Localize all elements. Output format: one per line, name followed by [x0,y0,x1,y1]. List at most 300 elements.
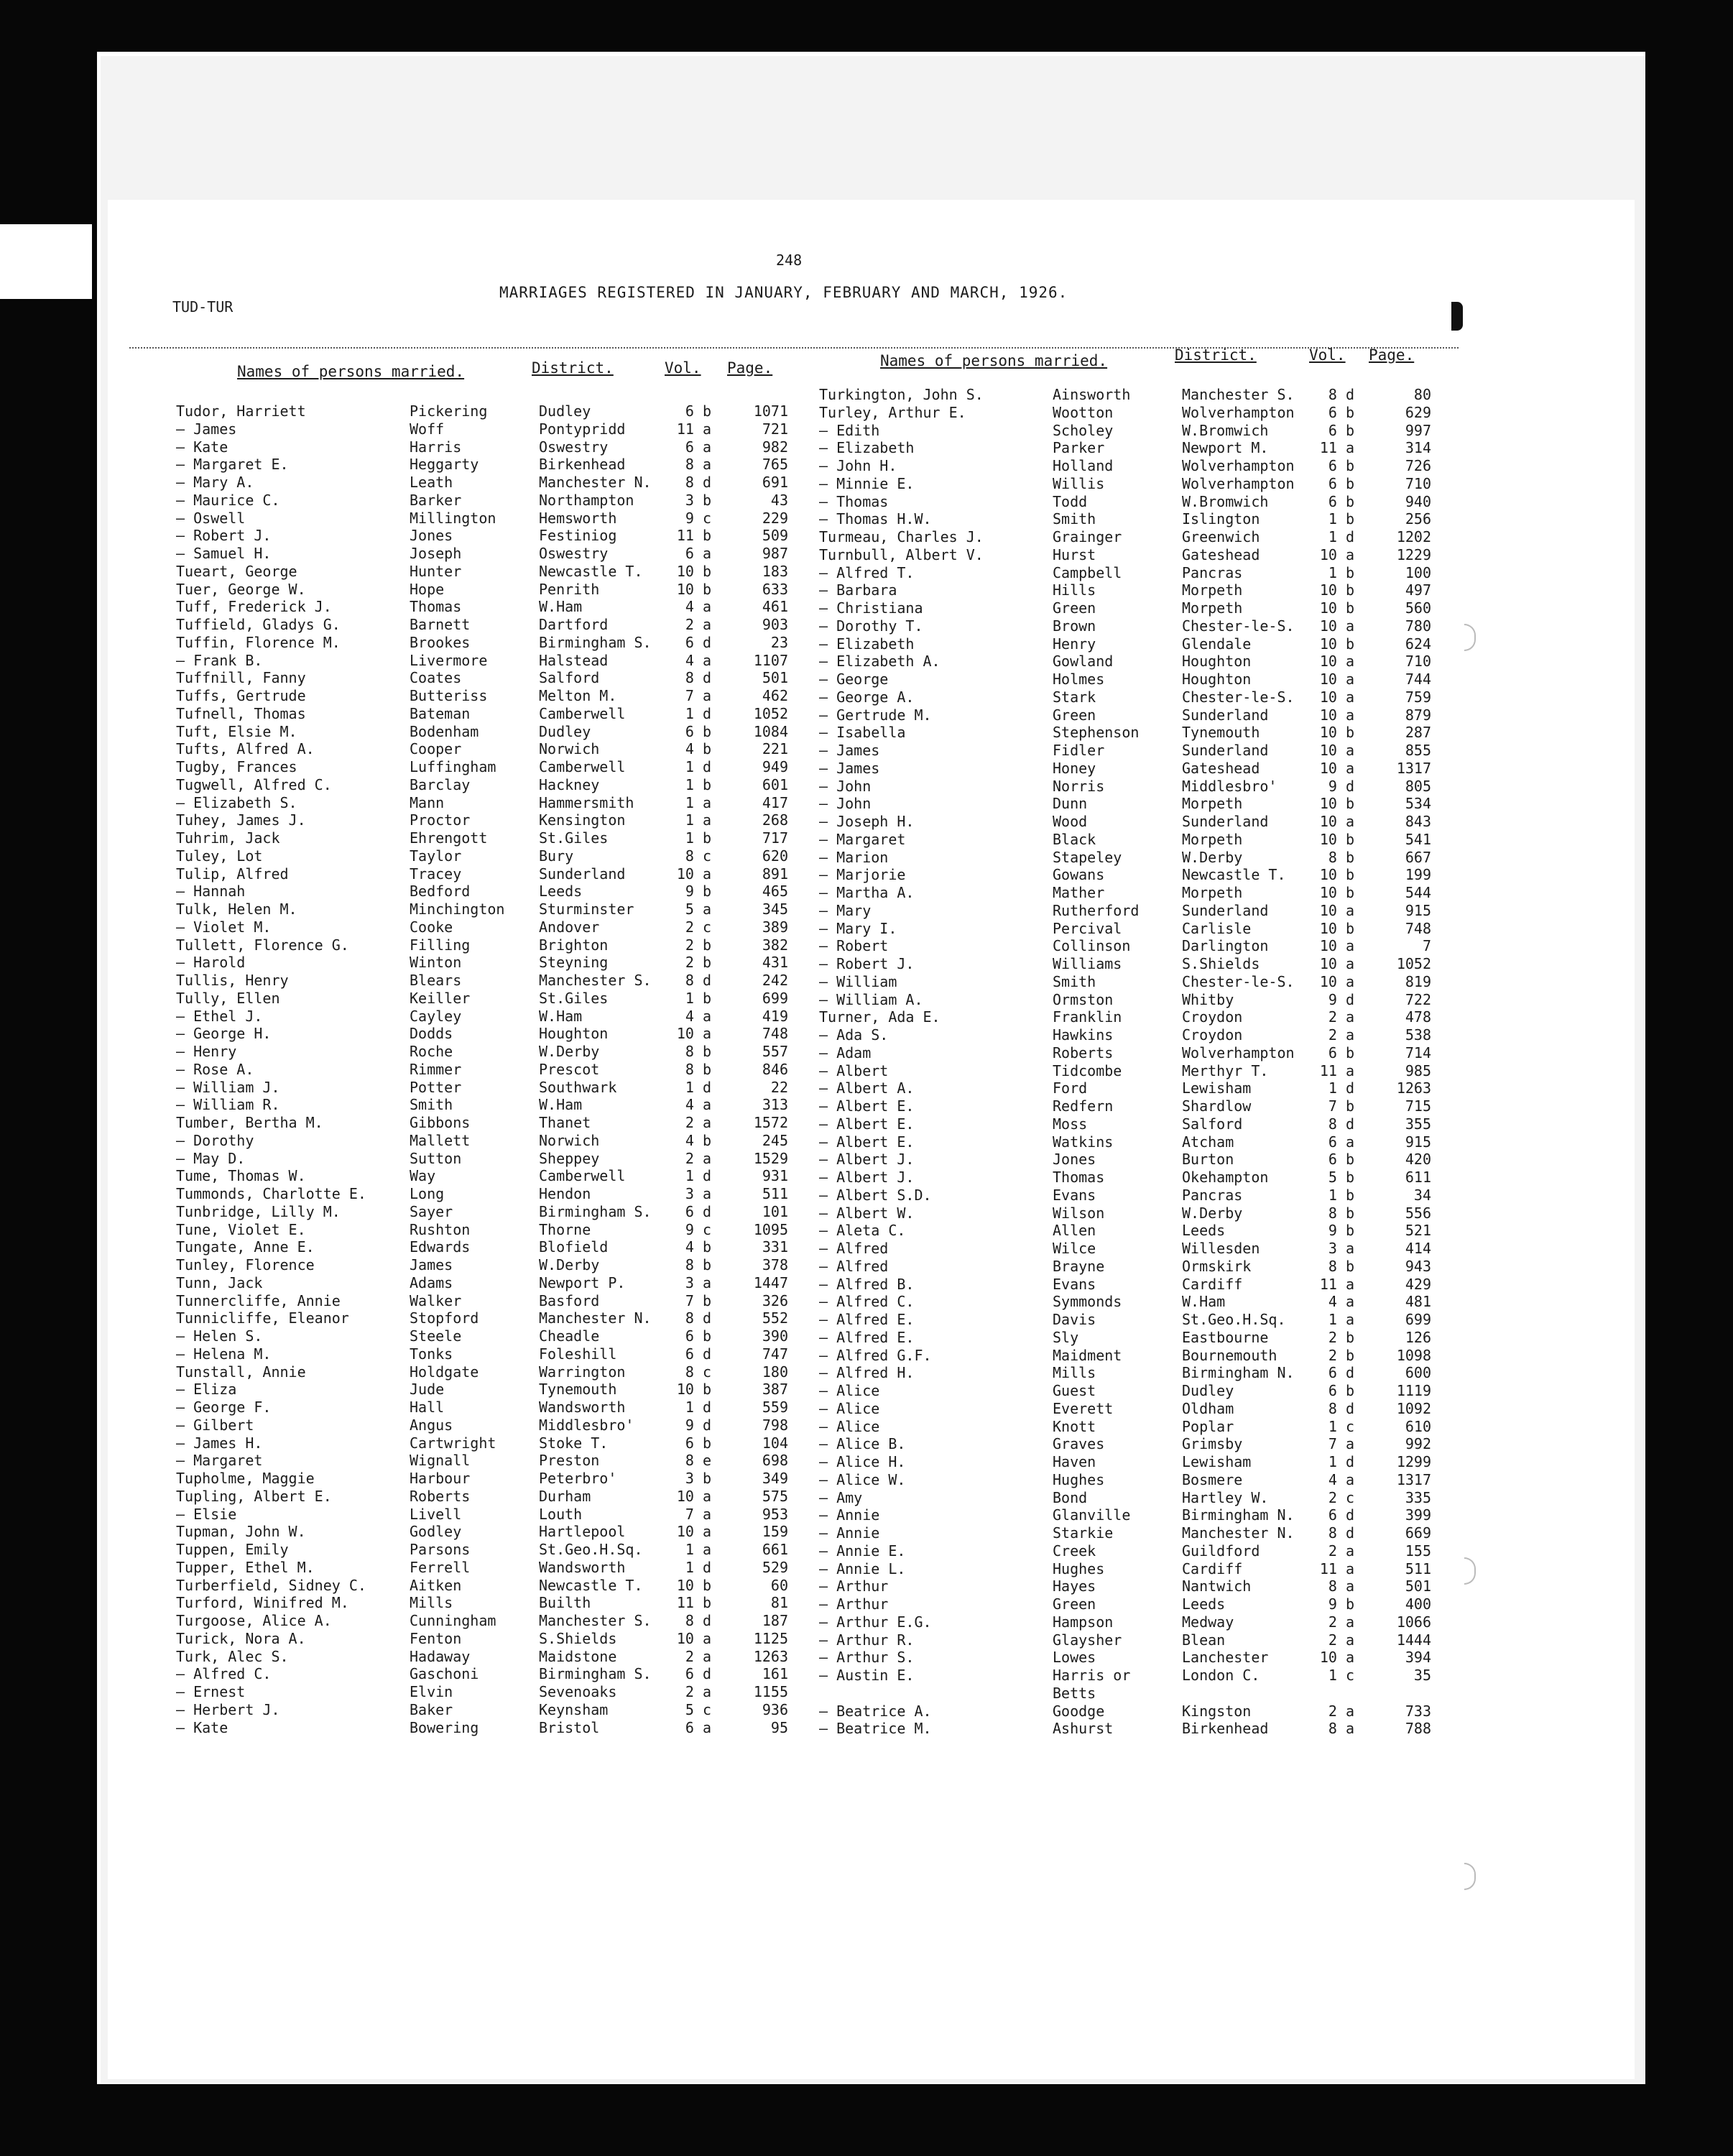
entry-page: 382 [762,936,788,954]
entry-spouse: Mann [410,793,445,811]
entry-district: Burton [1182,1151,1234,1169]
entry-spouse: Lowes [1053,1649,1096,1667]
entry-name: — George F. [176,1399,272,1416]
entry-spouse: Parsons [410,1541,471,1558]
entry-name: Tupholme, Maggie [176,1470,315,1487]
entry-name: — Marjorie [819,866,906,884]
register-entry [819,546,1437,564]
entry-spouse: Grainger [1053,528,1122,545]
entry-volume: 10 b [1319,830,1354,848]
entry-district: Carlisle [1182,919,1252,937]
register-entry [176,1630,794,1648]
entry-name: Tuhey, James J. [176,811,306,829]
entry-district: Whitby [1182,990,1234,1008]
entry-name: — William J. [176,1078,280,1096]
entry-page: 462 [762,687,788,704]
entry-district: St.Geo.H.Sq. [539,1541,643,1558]
entry-spouse: Green [1053,706,1096,724]
entry-spouse: Evans [1053,1275,1096,1293]
entry-name: — Elsie [176,1505,237,1523]
register-entry [819,404,1437,422]
entry-district: Morpeth [1182,581,1243,599]
entry-page: 1317 [1396,1470,1431,1488]
register-entry [819,920,1437,938]
register-entry [819,1311,1437,1329]
entry-page: 126 [1405,1328,1431,1346]
entry-volume: 3 b [685,491,711,509]
entry-name: — Margaret [819,830,906,848]
entry-volume: 10 b [1319,599,1354,617]
entry-volume: 11 a [676,420,711,438]
entry-name: Turk, Alec S. [176,1647,289,1665]
entry-spouse: Todd [1053,492,1088,510]
entry-page: 431 [762,954,788,972]
entry-spouse: Goodge [1053,1702,1105,1720]
entry-name: — Albert J. [819,1169,915,1186]
entry-volume: 2 a [1328,1613,1354,1631]
entry-district: Stoke T. [539,1434,609,1452]
entry-page: 481 [1405,1293,1431,1311]
register-entry [176,865,794,883]
entry-page: 710 [1405,653,1431,671]
entry-district: Eastbourne [1182,1328,1269,1346]
entry-name: — Ethel J. [176,1007,263,1025]
register-entry [176,847,794,865]
entry-district: Dudley [539,722,591,740]
entry-district: Melton M. [539,687,617,704]
entry-page: 1095 [753,1220,788,1238]
entry-district: Prescot [539,1060,600,1078]
entry-page: 497 [1405,581,1431,599]
entry-district: Festiniog [539,527,617,545]
entry-volume: 1 d [685,758,711,775]
entry-name: — Alice [819,1417,880,1435]
entry-spouse: Gibbons [410,1114,471,1131]
entry-spouse: Smith [1053,972,1096,990]
entry-district: Camberwell [539,1167,626,1185]
entry-name: Turner, Ada E. [819,1008,941,1026]
register-entry [819,1169,1437,1187]
register-entry [819,528,1437,546]
register-entry [176,1452,794,1470]
entry-volume: 11 a [1319,439,1354,457]
entry-name: — Elizabeth S. [176,793,297,811]
entry-page: 788 [1405,1720,1431,1738]
entry-district: Halstead [539,651,609,669]
entry-page: 805 [1405,777,1431,795]
entry-name: — Robert J. [176,527,272,545]
entry-name: — Albert J. [819,1151,915,1169]
entry-name: Turkington, John S. [819,386,984,403]
entry-spouse: Taylor [410,847,462,865]
entry-page: 1317 [1396,759,1431,777]
entry-volume: 3 a [1328,1240,1354,1257]
entry-name: Tuffin, Florence M. [176,633,341,651]
entry-spouse: Betts [1053,1684,1096,1702]
register-entry [176,456,794,474]
entry-page: 60 [770,1576,788,1594]
entry-name: — Elizabeth [819,635,915,653]
entry-name: Tugby, Frances [176,758,297,775]
entry-volume: 10 a [1319,742,1354,759]
entry-page: 559 [762,1399,788,1416]
entry-name: Tuppen, Emily [176,1541,289,1558]
entry-name: — Amy [819,1488,863,1506]
entry-name: — Edith [819,421,880,439]
entry-volume: 8 d [685,1612,711,1629]
entry-spouse: Everett [1053,1399,1114,1417]
entry-district: W.Derby [539,1256,600,1273]
entry-spouse: Cartwright [410,1434,496,1452]
entry-district: Dudley [539,402,591,420]
entry-spouse: Barnett [410,616,471,633]
entry-spouse: Ormston [1053,990,1114,1008]
entry-spouse: Barclay [410,775,471,793]
register-entry [176,634,794,652]
entry-name: — William R. [176,1096,280,1114]
entry-district: Sunderland [1182,742,1269,759]
entry-name: — Minnie E. [819,474,915,492]
register-entry [176,669,794,687]
register-entry [176,1381,794,1399]
entry-name: — Alice [819,1382,880,1399]
entry-volume: 1 b [1328,1186,1354,1204]
entry-name: — Alfred [819,1240,889,1257]
entry-name: — Mary [819,901,872,919]
register-entry [176,1025,794,1043]
entry-page: 1444 [1396,1631,1431,1649]
register-entry [819,884,1437,902]
entry-name: — Martha A. [819,884,915,901]
entry-district: Newcastle T. [539,562,643,580]
entry-name: — Maurice C. [176,491,280,509]
entry-spouse: Gowland [1053,653,1114,671]
entry-name: Tuffield, Gladys G. [176,616,341,633]
entry-spouse: Roberts [410,1487,471,1505]
entry-volume: 10 a [1319,972,1354,990]
entry-district: Leeds [1182,1595,1226,1613]
entry-spouse: Joseph [410,545,462,562]
entry-name: — Robert J. [819,955,915,972]
entry-volume: 6 b [1328,1151,1354,1169]
entry-page: 161 [762,1665,788,1683]
register-entry [176,900,794,918]
register-entry [176,1114,794,1132]
register-entry [819,1506,1437,1524]
entry-page: 501 [1405,1577,1431,1595]
entry-volume: 6 a [685,438,711,456]
entry-district: Wolverhampton [1182,457,1295,474]
register-entry [819,439,1437,457]
entry-page: 997 [1405,421,1431,439]
entry-district: London C. [1182,1667,1260,1684]
entry-volume: 8 b [1328,1257,1354,1275]
register-entry [819,1097,1437,1115]
entry-volume: 3 b [685,1470,711,1487]
register-entry [819,1187,1437,1204]
entry-spouse: Edwards [410,1238,471,1256]
entry-district: Manchester N. [1182,1524,1295,1542]
entry-district: Morpeth [1182,795,1243,813]
entry-page: 759 [1405,688,1431,706]
register-entry [819,813,1437,831]
entry-page: 429 [1405,1275,1431,1293]
entry-district: Birmingham S. [539,1665,652,1683]
entry-district: Manchester N. [539,1309,652,1327]
entry-district: Thanet [539,1114,591,1131]
entry-page: 245 [762,1131,788,1149]
entry-name: — John H. [819,457,897,474]
entry-page: 534 [1405,795,1431,813]
entry-district: Wolverhampton [1182,1044,1295,1061]
entry-name: Tuley, Lot [176,847,263,865]
entry-name: Tuff, Frederick J. [176,598,332,616]
register-entry [176,1506,794,1524]
entry-page: 699 [1405,1311,1431,1328]
entry-name: — William [819,972,897,990]
entry-name: — Adam [819,1044,872,1061]
entry-volume: 1 d [685,1558,711,1576]
register-entry [819,1560,1437,1578]
entry-name: Turgoose, Alice A. [176,1612,332,1629]
entry-district: Louth [539,1505,583,1523]
register-entry [176,1309,794,1327]
entry-volume: 3 a [685,1273,711,1291]
entry-district: Oswestry [539,545,609,562]
entry-volume: 10 a [1319,688,1354,706]
entry-spouse: Stark [1053,688,1096,706]
entry-district: Newport P. [539,1273,626,1291]
entry-page: 35 [1413,1667,1431,1684]
register-entry [176,1274,794,1292]
entry-district: Merthyr T. [1182,1061,1269,1079]
entry-volume: 2 a [685,616,711,633]
entry-spouse: Ashurst [1053,1720,1114,1738]
entry-name: — Alfred T. [819,563,915,581]
entry-page: 1052 [1396,955,1431,972]
register-entry [176,527,794,545]
entry-spouse: Brown [1053,617,1096,635]
entry-district: Warrington [539,1363,626,1381]
entry-volume: 10 a [676,1523,711,1541]
entry-page: 987 [762,545,788,562]
entry-volume: 10 a [1319,759,1354,777]
register-entry [176,1488,794,1506]
register-entry [176,438,794,456]
entry-name: Tuhrim, Jack [176,829,280,847]
entry-spouse: Smith [410,1096,453,1114]
entry-page: 420 [1405,1151,1431,1169]
entry-district: Lewisham [1182,1079,1252,1097]
register-entry [176,1043,794,1061]
entry-spouse: Walker [410,1291,462,1309]
entry-district: Morpeth [1182,599,1243,617]
entry-spouse: Holmes [1053,671,1105,688]
entry-spouse: Mills [1053,1364,1096,1382]
register-entry [176,972,794,990]
register-entry [819,1329,1437,1347]
entry-volume: 6 b [685,402,711,420]
entry-volume: 2 a [685,1647,711,1665]
entry-name: Tunn, Jack [176,1273,263,1291]
entry-volume: 6 b [685,1434,711,1452]
entry-name: Tummonds, Charlotte E. [176,1185,366,1202]
register-entry [819,1471,1437,1489]
entry-page: 521 [1405,1222,1431,1240]
entry-spouse: Tidcombe [1053,1061,1122,1079]
register-entry [819,973,1437,991]
entry-spouse: Franklin [1053,1008,1122,1026]
entry-page: 104 [762,1434,788,1452]
entry-volume: 2 a [685,1114,711,1131]
register-entry [819,688,1437,706]
entry-volume: 7 a [685,687,711,704]
entry-district: S.Shields [1182,955,1260,972]
entry-page: 846 [762,1060,788,1078]
entry-volume: 6 d [685,1665,711,1683]
entry-volume: 6 b [1328,1382,1354,1399]
entry-volume: 1 d [1328,528,1354,545]
entry-volume: 2 a [1328,1542,1354,1560]
entry-spouse: Rutherford [1053,901,1140,919]
entry-volume: 2 a [1328,1008,1354,1026]
entry-volume: 10 a [676,1629,711,1647]
entry-page: 879 [1405,706,1431,724]
entry-volume: 2 a [685,1683,711,1700]
entry-spouse: Glaysher [1053,1631,1122,1649]
entry-volume: 2 a [1328,1026,1354,1044]
entry-page: 326 [762,1291,788,1309]
entry-page: 915 [1405,901,1431,919]
entry-page: 982 [762,438,788,456]
register-entry [176,420,794,438]
entry-volume: 1 c [1328,1667,1354,1684]
entry-district: Gateshead [1182,545,1260,563]
entry-spouse: Smith [1053,510,1096,528]
register-entry [176,616,794,634]
entry-volume: 4 a [685,1096,711,1114]
entry-district: Hackney [539,775,600,793]
entry-district: Greenwich [1182,528,1260,545]
entry-name: Tulip, Alfred [176,865,289,883]
entry-name: — Oswell [176,509,246,527]
entry-spouse: Henry [1053,635,1096,653]
entry-name: — Alfred E. [819,1311,915,1328]
entry-volume: 8 d [685,1309,711,1327]
entry-name: — May D. [176,1149,246,1167]
entry-district: Thorne [539,1220,591,1238]
register-entry [819,1133,1437,1151]
entry-name: Tupper, Ethel M. [176,1558,315,1576]
entry-spouse: Black [1053,830,1096,848]
entry-page: 461 [762,598,788,616]
entry-name: — Margaret E. [176,456,289,474]
entry-page: 629 [1405,403,1431,421]
register-entry [819,1542,1437,1560]
entry-name: — Alfred [819,1257,889,1275]
register-entry [819,564,1437,582]
register-entry [176,492,794,510]
entry-spouse: Hawkins [1053,1026,1114,1044]
entry-page: 744 [1405,671,1431,688]
entry-name: — Frank B. [176,651,263,669]
entry-spouse: Leath [410,474,453,491]
entry-volume: 2 a [685,1149,711,1167]
entry-volume: 1 d [685,1167,711,1185]
entry-name: — Henry [176,1043,237,1060]
entry-volume: 10 a [1319,617,1354,635]
entry-volume: 1 d [685,1399,711,1416]
register-entry [176,687,794,705]
entry-name: — Alfred C. [176,1665,272,1683]
entry-page: 560 [1405,599,1431,617]
entry-volume: 1 a [685,793,711,811]
entry-page: 242 [762,972,788,989]
register-entry [819,386,1437,404]
entry-name: — Helena M. [176,1345,272,1363]
entry-volume: 7 a [685,1505,711,1523]
entry-page: 726 [1405,457,1431,474]
entry-spouse: Collinson [1053,937,1131,955]
entry-name: — Kate [176,438,228,456]
register-entry [819,1204,1437,1222]
entry-name: — James [819,742,880,759]
entry-page: 943 [1405,1257,1431,1275]
entry-name: Tupling, Albert E. [176,1487,332,1505]
register-entry [176,1470,794,1488]
entry-name: — Alfred C. [819,1293,915,1311]
entry-page: 314 [1405,439,1431,457]
entry-page: 915 [1405,1133,1431,1151]
entry-name: — Annie E. [819,1542,906,1560]
entry-district: Darlington [1182,937,1269,955]
entry-district: W.Derby [539,1043,600,1060]
entry-name: Tuft, Elsie M. [176,722,297,740]
register-entry [819,1524,1437,1542]
register-entry [176,1594,794,1612]
entry-name: — George [819,671,889,688]
entry-volume: 10 b [1319,581,1354,599]
entry-district: Wolverhampton [1182,474,1295,492]
entry-page: 1447 [753,1273,788,1291]
entry-page: 268 [762,811,788,829]
entry-spouse: Stephenson [1053,724,1140,742]
register-entry [819,778,1437,796]
entry-name: Turford, Winifred M. [176,1594,349,1612]
entry-spouse: Holland [1053,457,1114,474]
entry-page: 155 [1405,1542,1431,1560]
entry-spouse: Sayer [410,1202,453,1220]
entry-volume: 9 b [685,883,711,900]
register-entry [819,1079,1437,1097]
entry-district: Camberwell [539,758,626,775]
binding-mark [1451,302,1463,331]
register-entry [176,794,794,812]
entry-district: W.Ham [539,598,583,616]
entry-page: 1263 [1396,1079,1431,1097]
entry-name: Tungate, Anne E. [176,1238,315,1256]
entry-name: Tumber, Bertha M. [176,1114,323,1131]
entry-volume: 6 b [1328,474,1354,492]
entry-volume: 6 d [685,1345,711,1363]
entry-page: 511 [762,1185,788,1202]
entry-volume: 3 a [685,1185,711,1202]
entry-page: 698 [762,1452,788,1470]
register-entry [819,1347,1437,1365]
left-header-names: Names of persons married. [237,363,465,380]
entry-volume: 1 a [685,1541,711,1558]
entry-spouse: Bodenham [410,722,479,740]
